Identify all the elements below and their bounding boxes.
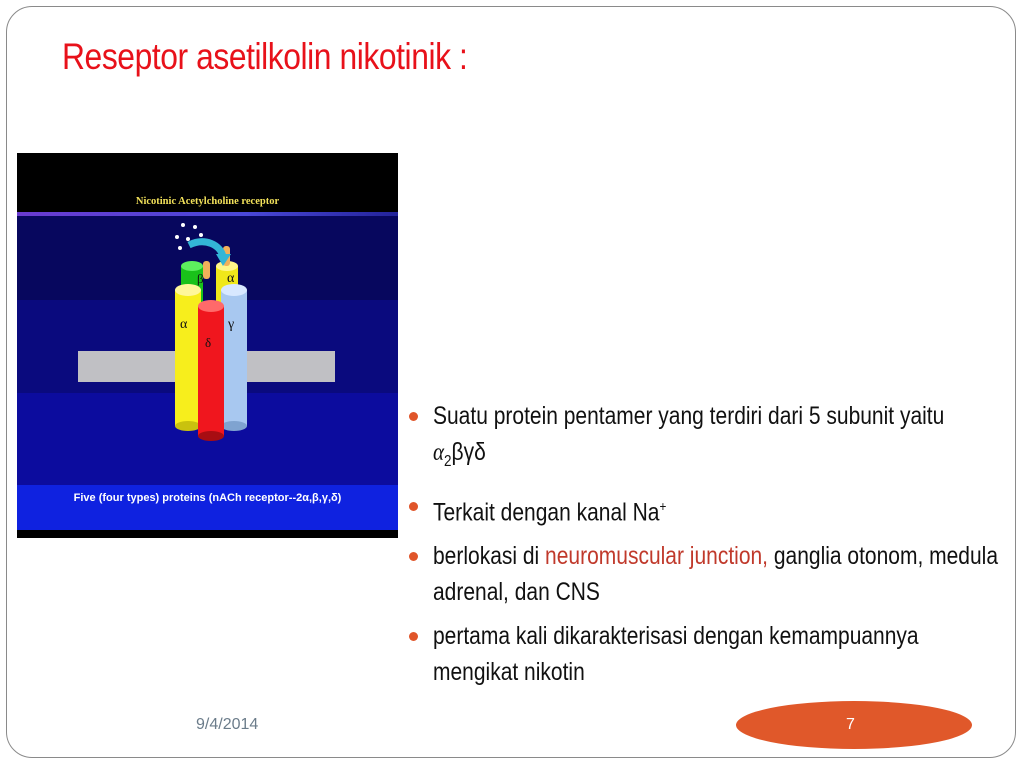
bullet-item	[405, 488, 1005, 530]
delta-subunit-base	[198, 431, 224, 441]
bullet-text: Suatu protein pentamer yang terdiri dari 5 subunit yaitu	[433, 402, 945, 430]
delta-subunit	[198, 306, 224, 436]
alpha-left-subunit	[175, 290, 201, 426]
highlight-term: neuromuscular junction,	[545, 542, 769, 571]
acetylcholine-dot	[181, 223, 185, 227]
bullet-item	[405, 538, 1005, 610]
receptor-diagram	[17, 153, 398, 538]
beta-subunit-cap	[181, 261, 203, 271]
bullet-dot-icon	[409, 632, 418, 641]
bullet-text-prefix: berlokasi di	[433, 542, 546, 571]
bullet-dot-icon	[409, 412, 418, 421]
bullet-text-suffix: ganglia otonom, medula adrenal, dan CNS	[433, 542, 999, 607]
acetylcholine-dot	[199, 233, 203, 237]
acetylcholine-dot	[178, 246, 182, 250]
bullet-dot-icon	[409, 552, 418, 561]
ach-site	[203, 261, 210, 279]
page-number: 7	[846, 716, 855, 733]
slide-date: 9/4/2014	[196, 716, 259, 733]
alpha-left-label: α	[180, 317, 188, 332]
alpha-right-label: α	[227, 271, 235, 286]
diagram-title: Nicotinic Acetylcholine receptor	[135, 196, 280, 207]
bullet-item	[405, 618, 1005, 690]
gamma-label: γ	[228, 317, 235, 332]
delta-subunit-cap	[198, 300, 224, 312]
acetylcholine-dot	[186, 237, 190, 241]
alpha-left-subunit-base	[175, 421, 201, 431]
bullet-list	[405, 398, 1005, 698]
formula-alpha: α	[433, 439, 445, 466]
delta-label: δ	[205, 335, 212, 350]
charge-superscript: +	[659, 498, 667, 514]
formula-rest: βγδ	[451, 438, 486, 466]
gamma-subunit	[221, 290, 247, 426]
bullet-text: Terkait dengan kanal Na	[433, 498, 660, 527]
formula-subscript: 2	[444, 453, 452, 470]
diagram-caption: Five (four types) proteins (nACh receptor--2α,β,γ,δ)	[73, 492, 342, 504]
bullet-item	[405, 398, 1005, 480]
acetylcholine-dot	[175, 235, 179, 239]
gamma-subunit-base	[221, 421, 247, 431]
bullet-text: pertama kali dikarakterisasi dengan kemampuannya mengikat nikotin	[433, 622, 919, 687]
beta-label: β	[197, 271, 204, 286]
slide-title: Reseptor asetilkolin nikotinik :	[62, 36, 468, 77]
receptor-illustration	[17, 153, 398, 538]
acetylcholine-dot	[193, 225, 197, 229]
bullet-dot-icon	[409, 502, 418, 511]
